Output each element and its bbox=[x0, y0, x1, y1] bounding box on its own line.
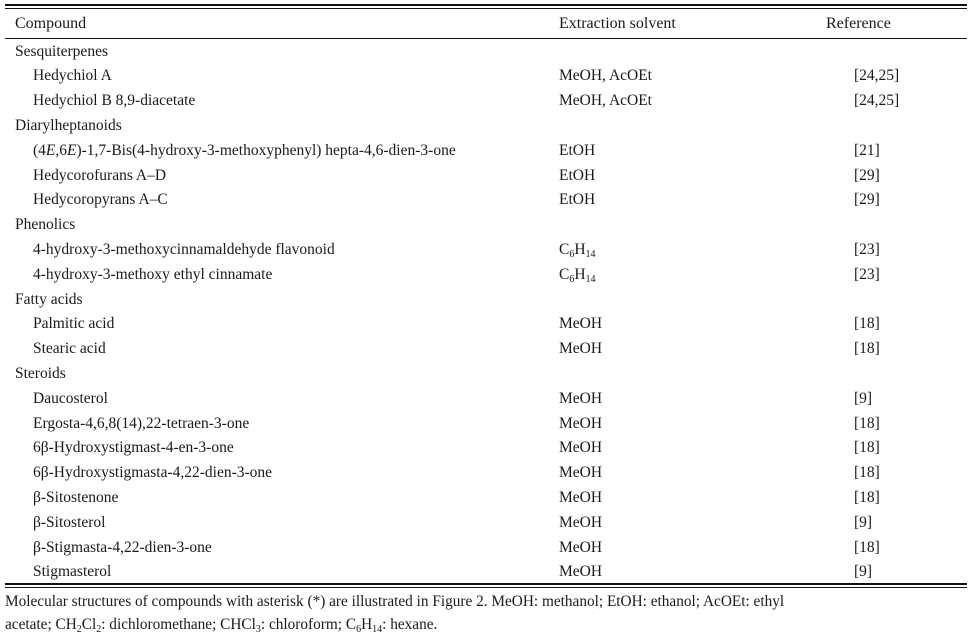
reference-cell: [23] bbox=[854, 240, 880, 258]
reference-cell: [18] bbox=[854, 538, 880, 556]
compound-italic: E bbox=[45, 141, 56, 159]
compound-cell: β-Stigmasta-4,22-dien-3-one bbox=[33, 538, 212, 556]
compound-cell: β-Sitosterol bbox=[33, 513, 106, 531]
table-row bbox=[0, 263, 972, 288]
compound-cell: Hedycoropyrans A–C bbox=[33, 191, 168, 209]
group-label: Sesquiterpenes bbox=[15, 42, 108, 60]
solvent-cell: MeOH bbox=[559, 488, 603, 506]
group-row-fatty-acids bbox=[0, 288, 972, 313]
solvent-cell: MeOH bbox=[559, 563, 603, 581]
reference-cell: [29] bbox=[854, 166, 880, 184]
solvent-cell: MeOH, AcOEt bbox=[559, 92, 652, 110]
compound-cell: β-Sitostenone bbox=[33, 488, 119, 506]
compound-cell: 6β-Hydroxystigmasta-4,22-dien-3-one bbox=[33, 464, 273, 482]
reference-cell: [18] bbox=[854, 315, 880, 333]
reference-cell: [18] bbox=[854, 340, 880, 358]
reference-cell: [21] bbox=[854, 141, 880, 159]
solvent-cell bbox=[559, 238, 596, 263]
solvent-cell: MeOH bbox=[559, 340, 603, 358]
reference-cell: [9] bbox=[854, 563, 873, 581]
solvent-cell: MeOH bbox=[559, 538, 603, 556]
footnote-subscript: 6 bbox=[356, 624, 362, 635]
compound-cell bbox=[33, 139, 456, 164]
solvent-cell: MeOH bbox=[559, 315, 603, 333]
solvent-cell: MeOH bbox=[559, 513, 603, 531]
group-row-sesquiterpenes bbox=[0, 40, 972, 65]
table-row bbox=[0, 64, 972, 89]
reference-cell: [18] bbox=[854, 488, 880, 506]
group-label: Steroids bbox=[15, 364, 66, 382]
table-row bbox=[0, 188, 972, 213]
compound-cell: Daucosterol bbox=[33, 389, 108, 407]
solvent-cell: MeOH bbox=[559, 439, 603, 457]
solvent-cell: EtOH bbox=[559, 166, 596, 184]
solvent-cell bbox=[559, 263, 596, 288]
footnote-line-2 bbox=[5, 613, 935, 636]
table-bottom-rule-thin bbox=[5, 587, 967, 588]
reference-cell: [24,25] bbox=[854, 92, 900, 110]
footnote-subscript: 2 bbox=[96, 624, 102, 635]
table-row bbox=[0, 486, 972, 511]
footnote-subscript: 14 bbox=[372, 624, 383, 635]
table-row bbox=[0, 312, 972, 337]
reference-cell: [23] bbox=[854, 265, 880, 283]
table-row bbox=[0, 89, 972, 114]
header-extraction-solvent: Extraction solvent bbox=[559, 15, 676, 32]
reference-cell: [24,25] bbox=[854, 67, 900, 85]
solvent-cell: MeOH bbox=[559, 389, 603, 407]
table-row bbox=[0, 560, 972, 585]
solvent-text: H bbox=[574, 265, 586, 283]
compound-cell: Stearic acid bbox=[33, 340, 106, 358]
table-top-rule bbox=[5, 4, 967, 6]
header-reference: Reference bbox=[826, 15, 891, 32]
solvent-subscript: 14 bbox=[585, 273, 596, 285]
group-row-phenolics bbox=[0, 213, 972, 238]
table-row bbox=[0, 238, 972, 263]
reference-cell: [18] bbox=[854, 414, 880, 432]
group-row-diarylheptanoids bbox=[0, 114, 972, 139]
reference-cell: [18] bbox=[854, 439, 880, 457]
compound-text: ,6 bbox=[55, 141, 68, 159]
reference-cell: [29] bbox=[854, 191, 880, 209]
footnote-subscript: 3 bbox=[255, 624, 261, 635]
table-row bbox=[0, 387, 972, 412]
solvent-text: C bbox=[559, 240, 570, 258]
footnote-text: : chloroform; C bbox=[260, 616, 357, 633]
group-label: Diarylheptanoids bbox=[15, 116, 122, 134]
compound-cell: 4-hydroxy-3-methoxy ethyl cinnamate bbox=[33, 265, 273, 283]
group-label: Fatty acids bbox=[15, 290, 83, 308]
reference-cell: [9] bbox=[854, 513, 873, 531]
compound-italic: E bbox=[67, 141, 77, 159]
footnote-line-1: Molecular structures of compounds with asterisk (*) are illustrated in Figure 2. MeOH: methanol; EtOH: ethanol; AcOEt: ethyl bbox=[5, 593, 785, 610]
solvent-subscript: 6 bbox=[569, 273, 575, 285]
compound-cell: Stigmasterol bbox=[33, 563, 112, 581]
compound-cell: Palmitic acid bbox=[33, 315, 115, 333]
compound-text: )-1,7-Bis(4-hydroxy-3-methoxyphenyl) hepta-4,6-dien-3-one bbox=[76, 141, 456, 159]
group-row-steroids bbox=[0, 362, 972, 387]
footnote-subscript: 2 bbox=[76, 624, 82, 635]
solvent-cell: MeOH bbox=[559, 414, 603, 432]
solvent-cell: MeOH bbox=[559, 464, 603, 482]
compound-cell: Hedychiol B 8,9-diacetate bbox=[33, 92, 196, 110]
table-row bbox=[0, 337, 972, 362]
compound-cell: Hedychiol A bbox=[33, 67, 112, 85]
footnote-text: : dichloromethane; CHCl bbox=[101, 616, 256, 633]
compound-cell: 6β-Hydroxystigmast-4-en-3-one bbox=[33, 439, 234, 457]
table-top-rule-thin bbox=[5, 8, 967, 9]
table-row bbox=[0, 139, 972, 164]
group-label: Phenolics bbox=[15, 216, 76, 234]
reference-cell: [18] bbox=[854, 464, 880, 482]
table-row bbox=[0, 164, 972, 189]
footnote-text: Cl bbox=[81, 616, 97, 633]
table-row bbox=[0, 511, 972, 536]
table-footnote bbox=[5, 590, 935, 636]
solvent-subscript: 6 bbox=[569, 248, 575, 260]
reference-cell: [9] bbox=[854, 389, 873, 407]
footnote-text: : hexane. bbox=[382, 616, 438, 633]
solvent-cell: EtOH bbox=[559, 191, 596, 209]
footnote-text: acetate; CH bbox=[5, 616, 77, 633]
solvent-cell: EtOH bbox=[559, 141, 596, 159]
solvent-cell: MeOH, AcOEt bbox=[559, 67, 652, 85]
footnote-text: H bbox=[361, 616, 373, 633]
solvent-subscript: 14 bbox=[585, 248, 596, 260]
table-header-row bbox=[0, 12, 972, 37]
table-row bbox=[0, 436, 972, 461]
compound-cell: 4-hydroxy-3-methoxycinnamaldehyde flavonoid bbox=[33, 240, 335, 258]
solvent-text: H bbox=[574, 240, 586, 258]
table-row bbox=[0, 536, 972, 561]
compound-cell: Ergosta-4,6,8(14),22-tetraen-3-one bbox=[33, 414, 250, 432]
solvent-text: C bbox=[559, 265, 570, 283]
table-row bbox=[0, 461, 972, 486]
header-compound: Compound bbox=[15, 15, 87, 32]
compound-cell: Hedycorofurans A–D bbox=[33, 166, 167, 184]
table-row bbox=[0, 412, 972, 437]
table-bottom-rule bbox=[5, 583, 967, 585]
compound-text: (4 bbox=[33, 141, 46, 159]
